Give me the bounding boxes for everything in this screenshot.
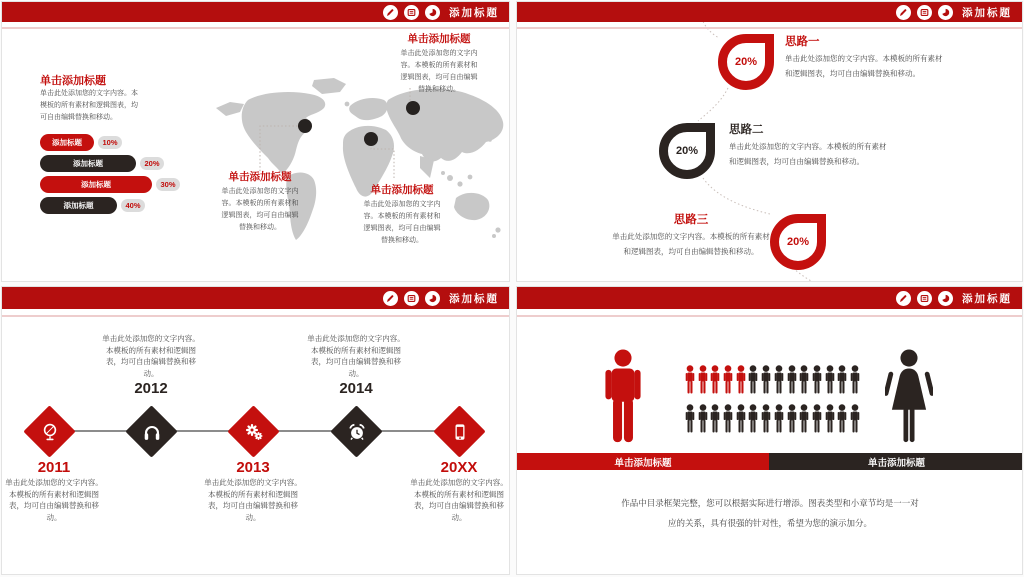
timeline-body-2012: 单击此处添加您的文字内容。本模板的所有素材和逻辑图表，均可自由编辑替换和移动。 bbox=[102, 334, 200, 378]
person-icon bbox=[723, 365, 733, 394]
person-icon bbox=[774, 365, 784, 394]
pie-chart-icon[interactable] bbox=[938, 5, 953, 20]
person-icon bbox=[761, 365, 771, 394]
person-icon bbox=[837, 404, 847, 433]
person-icon bbox=[825, 365, 835, 394]
timeline-node-globe[interactable] bbox=[23, 405, 75, 457]
header-accent-line bbox=[517, 27, 1022, 29]
bar-item-3 bbox=[40, 176, 152, 193]
bar-label: 添加标题 bbox=[52, 138, 82, 147]
timeline-node-alarm[interactable] bbox=[330, 405, 382, 457]
header-title: 添加标题 bbox=[962, 6, 1012, 19]
idea-value: 20% bbox=[675, 145, 699, 157]
person-icon bbox=[748, 365, 758, 394]
smartphone-icon bbox=[441, 413, 478, 450]
pencil-icon[interactable] bbox=[383, 291, 398, 306]
person-icon bbox=[710, 365, 720, 394]
header-title: 添加标题 bbox=[449, 292, 499, 305]
idea-title: 思路二 bbox=[729, 124, 764, 136]
slide-header bbox=[517, 2, 1022, 22]
slide-header bbox=[517, 287, 1022, 309]
idea-body: 单击此处添加您的文字内容。本模板的所有素材和逻辑图表，均可自由编辑替换和移动。 bbox=[785, 54, 943, 78]
idea-ring-1 bbox=[718, 34, 774, 90]
globe-icon bbox=[30, 413, 67, 450]
timeline-year: 20XX bbox=[440, 459, 478, 476]
man-figure bbox=[604, 349, 642, 444]
section-body: 单击此处添加您的文字内容。本模板的所有素材和逻辑图表，均可自由编辑替换和移动。 bbox=[40, 90, 138, 121]
idea-ring-2 bbox=[659, 123, 715, 179]
callout-heading: 单击添加标题 bbox=[370, 184, 434, 196]
person-icon bbox=[837, 365, 847, 394]
callout-heading: 单击添加标题 bbox=[407, 33, 471, 45]
section-heading: 单击添加标题 bbox=[40, 75, 106, 87]
headphones-icon bbox=[133, 413, 170, 450]
legend-label: 单击添加标题 bbox=[867, 457, 925, 469]
person-icon bbox=[787, 365, 797, 394]
slide-map[interactable] bbox=[1, 1, 510, 282]
slide-header bbox=[2, 287, 509, 309]
timeline-node-gears[interactable] bbox=[227, 405, 279, 457]
person-icon bbox=[812, 365, 822, 394]
bar-value-badge bbox=[98, 136, 122, 149]
timeline-year: 2011 bbox=[37, 459, 71, 476]
gears-icon bbox=[235, 413, 272, 450]
person-icon bbox=[825, 404, 835, 433]
person-icon bbox=[685, 404, 695, 433]
person-icon bbox=[799, 404, 809, 433]
person-icon bbox=[698, 404, 708, 433]
map-callout-right bbox=[344, 182, 460, 247]
alarm-clock-icon bbox=[338, 413, 375, 450]
bar-value-badge bbox=[156, 178, 180, 191]
legend-label: 单击添加标题 bbox=[614, 457, 672, 469]
idea-title: 思路一 bbox=[785, 36, 820, 48]
bar-item-1 bbox=[40, 134, 94, 151]
pencil-icon[interactable] bbox=[383, 5, 398, 20]
person-icon bbox=[787, 404, 797, 433]
header-accent-line bbox=[517, 315, 1022, 317]
timeline-body-2013: 单击此处添加您的文字内容。本模板的所有素材和逻辑图表，均可自由编辑替换和移动。 bbox=[204, 478, 302, 522]
person-icon bbox=[685, 365, 695, 394]
callout-body: 单击此处添加您的文字内容。本模板的所有素材和逻辑图表，均可自由编辑替换和移动。 bbox=[221, 188, 299, 231]
idea-body: 单击此处添加您的文字内容。本模板的所有素材和逻辑图表，均可自由编辑替换和移动。 bbox=[612, 232, 770, 256]
pictogram-row-1 bbox=[685, 365, 860, 394]
idea-title: 思路三 bbox=[673, 214, 709, 226]
bar-value: 30% bbox=[160, 180, 176, 189]
callout-body: 单击此处添加您的文字内容。本模板的所有素材和逻辑图表，均可自由编辑替换和移动。 bbox=[363, 201, 441, 244]
person-icon bbox=[723, 404, 733, 433]
timeline-body-2011: 单击此处添加您的文字内容。本模板的所有素材和逻辑图表，均可自由编辑替换和移动。 bbox=[5, 478, 103, 522]
slide-timeline[interactable] bbox=[1, 286, 510, 575]
pie-chart-icon[interactable] bbox=[938, 291, 953, 306]
pencil-icon[interactable] bbox=[896, 291, 911, 306]
person-icon bbox=[812, 404, 822, 433]
legend-bar-right bbox=[769, 453, 1023, 470]
slide-population[interactable] bbox=[516, 286, 1023, 575]
bar-item-2 bbox=[40, 155, 136, 172]
person-icon bbox=[850, 365, 860, 394]
map-callout-top bbox=[379, 31, 499, 96]
bar-item-4 bbox=[40, 197, 117, 214]
timeline-body-2014: 单击此处添加您的文字内容。本模板的所有素材和逻辑图表，均可自由编辑替换和移动。 bbox=[307, 334, 405, 378]
person-icon bbox=[710, 404, 720, 433]
person-icon bbox=[850, 404, 860, 433]
pie-chart-icon[interactable] bbox=[425, 291, 440, 306]
header-accent-line bbox=[2, 27, 509, 29]
slide-caption: 作品中目录框架完整，您可以根据实际进行增添。图表类型和小章节均是一一对应的关系，具有很强的针对性，希望为您的演示加分。 bbox=[621, 498, 919, 528]
idea-ring-3 bbox=[770, 214, 826, 270]
pie-chart-icon[interactable] bbox=[425, 5, 440, 20]
timeline-node-phone[interactable] bbox=[433, 405, 485, 457]
header-title: 添加标题 bbox=[449, 6, 499, 19]
bar-label: 添加标题 bbox=[81, 180, 111, 189]
person-icon bbox=[736, 404, 746, 433]
callout-heading: 单击添加标题 bbox=[228, 171, 292, 183]
pictogram-row-2 bbox=[685, 404, 860, 433]
book-icon[interactable] bbox=[917, 5, 932, 20]
person-icon bbox=[698, 365, 708, 394]
map-marker[interactable] bbox=[298, 119, 312, 133]
map-marker[interactable] bbox=[406, 101, 420, 115]
header-accent-line bbox=[2, 315, 509, 317]
bar-label: 添加标题 bbox=[73, 159, 103, 168]
book-icon[interactable] bbox=[404, 291, 419, 306]
book-icon[interactable] bbox=[404, 5, 419, 20]
slide-ideas[interactable] bbox=[516, 1, 1023, 282]
timeline-year: 2012 bbox=[134, 380, 168, 397]
timeline-node-headphones[interactable] bbox=[125, 405, 177, 457]
idea-value: 20% bbox=[786, 236, 810, 248]
pencil-icon[interactable] bbox=[896, 5, 911, 20]
person-icon bbox=[736, 365, 746, 394]
map-callout-left bbox=[202, 169, 318, 234]
timeline-body-20xx: 单击此处添加您的文字内容。本模板的所有素材和逻辑图表，均可自由编辑替换和移动。 bbox=[410, 478, 508, 522]
person-icon bbox=[799, 365, 809, 394]
bar-label: 添加标题 bbox=[63, 201, 94, 210]
legend-bar-left bbox=[517, 453, 769, 470]
callout-body: 单击此处添加您的文字内容。本模板的所有素材和逻辑图表，均可自由编辑替换和移动。 bbox=[400, 50, 478, 93]
book-icon[interactable] bbox=[917, 291, 932, 306]
idea-value: 20% bbox=[734, 56, 758, 68]
woman-figure bbox=[885, 349, 933, 444]
timeline-year: 2014 bbox=[339, 380, 373, 397]
person-icon bbox=[761, 404, 771, 433]
person-icon bbox=[774, 404, 784, 433]
bar-value-badge bbox=[140, 157, 164, 170]
bar-value-badge bbox=[121, 199, 145, 212]
bar-value: 10% bbox=[102, 138, 118, 147]
header-title: 添加标题 bbox=[962, 292, 1012, 305]
timeline-year: 2013 bbox=[236, 459, 270, 476]
idea-body: 单击此处添加您的文字内容。本模板的所有素材和逻辑图表，均可自由编辑替换和移动。 bbox=[729, 142, 887, 166]
bar-value: 20% bbox=[144, 159, 160, 168]
map-marker[interactable] bbox=[364, 132, 378, 146]
bar-value: 40% bbox=[125, 201, 141, 210]
slide-header bbox=[2, 2, 509, 22]
person-icon bbox=[748, 404, 758, 433]
